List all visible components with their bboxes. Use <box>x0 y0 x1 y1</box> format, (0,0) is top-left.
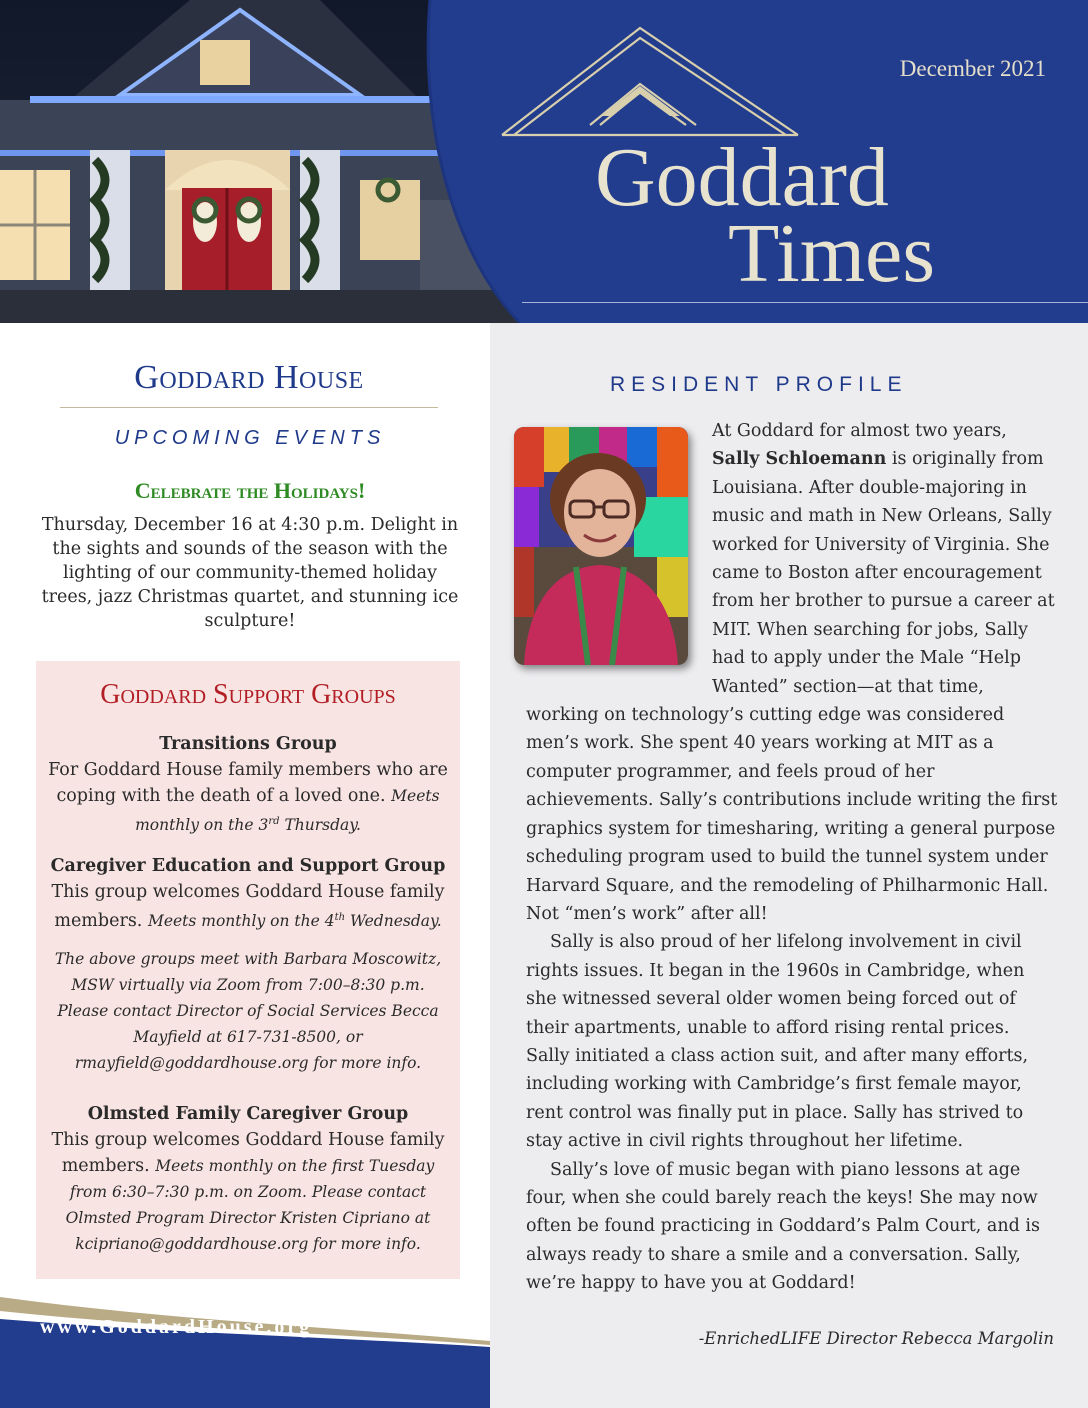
group-schedule: Meets monthly on the 3rd Thursday. <box>135 787 440 835</box>
profile-paragraph-2: Sally is also proud of her lifelong involvement in civil rights issues. It began in the 1960s in Cambridge, when she witnessed several older women being forced out of their apartments, unable to afford rising rental prices. Sally initiated a class action suit, and after many efforts, including working with Cambridge’s first female mayor, rent control was finally put in place. Sally has strived to stay active in civil rights throughout her lifetime. <box>526 932 1029 1152</box>
support-groups-box <box>36 661 460 1279</box>
resident-name: Sally Schloemann <box>712 449 887 470</box>
goddard-house-heading: Goddard House <box>134 359 364 396</box>
resident-profile-column <box>490 323 1088 1408</box>
house-photo <box>0 0 520 323</box>
group-description: This group welcomes Goddard House family members. <box>51 1130 445 1176</box>
group-name: Transitions Group <box>159 734 337 754</box>
olmsted-group <box>46 1101 450 1257</box>
events-column <box>0 323 490 1408</box>
profile-paragraph-3: Sally’s love of music began with piano lessons at age four, when she could barely reach the keys! She may now often be found practicing in Goddard’s Palm Court, and is always ready to share a smile and a conversation. Sally, we’re happy to have you at Goddard! <box>526 1159 1040 1294</box>
footer-wave <box>0 1289 490 1408</box>
masthead <box>0 0 1088 323</box>
masthead-title-line2: Times <box>728 207 936 300</box>
website-link[interactable]: www.GoddardHouse.org <box>40 1316 313 1338</box>
masthead-title-line1: Goddard <box>595 131 889 224</box>
holiday-event-heading: Celebrate the Holidays! <box>134 478 366 503</box>
group-name: Olmsted Family Caregiver Group <box>87 1104 409 1124</box>
roof-logo-icon <box>500 20 800 140</box>
support-groups-heading: Goddard Support Groups <box>100 679 396 710</box>
issue-date: December 2021 <box>899 56 1046 81</box>
resident-profile-heading: RESIDENT PROFILE <box>610 373 908 396</box>
group-description: This group welcomes Goddard House family members. <box>51 882 445 932</box>
heading-divider <box>60 407 438 408</box>
transitions-group <box>46 731 450 838</box>
resident-profile-article <box>526 417 1058 1298</box>
masthead-rule <box>522 302 1088 303</box>
profile-paragraph-1: At Goddard for almost two years, Sally Schloemann is originally from Louisiana. After double-majoring in music and math in New Orleans, Sally worked for University of Virginia. She came to Boston after encouragement from her brother to pursue a career at MIT. When searching for jobs, Sally had to apply under the Male “Help Wanted” section—at that time, working on technology’s cutting edge was considered men’s work. She spent 40 years working at MIT as a computer programmer, and feels proud of her achievements. Sally’s contributions include writing the first graphics system for timesharing, writing a general purpose scheduling program used to build the tunnel system under Harvard Square, and the remodeling of Philharmonic Hall. Not “men’s work” after all! <box>526 421 1058 924</box>
group-description: For Goddard House family members who are coping with the death of a loved one. <box>48 760 448 806</box>
group-schedule: Meets monthly on the 4th Wednesday. <box>147 912 442 931</box>
upcoming-events-heading: UPCOMING EVENTS <box>114 427 386 449</box>
group-schedule: Meets monthly on the first Tuesday from 6:30–7:30 p.m. on Zoom. Please contact Olmsted Program Director Kristen Cipriano at kcipriano@goddardhouse.org for more info. <box>65 1157 435 1253</box>
article-signature: -EnrichedLIFE Director Rebecca Margolin <box>698 1329 1054 1348</box>
caregiver-group <box>46 853 450 934</box>
group-name: Caregiver Education and Support Group <box>50 856 446 876</box>
holiday-event-description: Thursday, December 16 at 4:30 p.m. Delight in the sights and sounds of the season with the lighting of our community-themed holiday trees, jazz Christmas quartet, and stunning ice sculpture! <box>41 515 459 631</box>
groups-contact-note: The above groups meet with Barbara Moscowitz, MSW virtually via Zoom from 7:00–8:30 p.m. Please contact Director of Social Services Becca Mayfield at 617-731-8500, or rmayfield@goddardhouse.org for more info. <box>54 950 442 1072</box>
